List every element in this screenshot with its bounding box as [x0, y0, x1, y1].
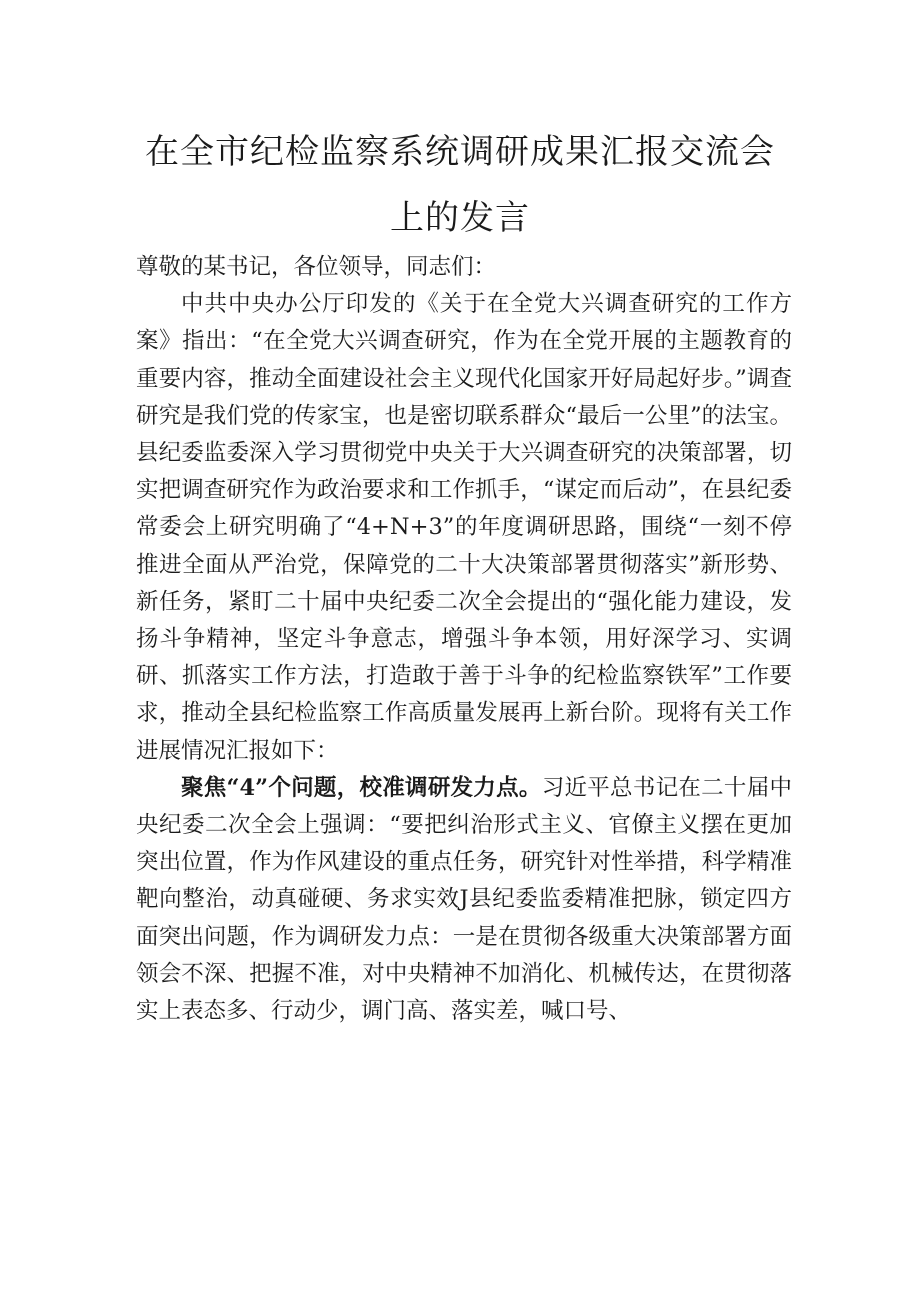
document-title-line-1: 在全市纪检监察系统调研成果汇报交流会 — [145, 132, 775, 172]
paragraph-heading: 聚焦“4”个问题，校准调研发力点。 — [181, 774, 542, 801]
paragraph-focus-issues — [136, 770, 792, 1030]
salutation: 尊敬的某书记，各位领导，同志们： — [136, 254, 497, 280]
paragraph-body: 习近平总书记在二十届中央纪委二次全会上强调：“要把纠治形式主义、官僚主义摆在更加突出位置，作为作风建设的重点任务，研究针对性举措，科学精准靶向整治，动真碰硬、务求实效J县纪委监委精准把脉，锁定四方面突出问题，作为调研发力点：一是在贯彻各级重大决策部署方面领会不深、把握不准，对中央精神不加消化、机械传达，在贯彻落实上表态多、行动少，调门高、落实差，喊口号、 — [136, 774, 792, 1025]
paragraph-intro: 中共中央办公厅印发的《关于在全党大兴调查研究的工作方案》指出：“在全党大兴调查研究，作为在全党开展的主题教育的重要内容，推动全面建设社会主义现代化国家开好局起好步。”调查研究是我们党的传家宝，也是密切联系群众“最后一公里”的法宝。县纪委监委深入学习贯彻党中央关于大兴调查研究的决策部署，切实把调查研究作为政治要求和工作抓手，“谋定而后动”，在县纪委常委会上研究明确了“4+N+3”的年度调研思路，围绕“一刻不停推进全面从严治党，保障党的二十大决策部署贯彻落实”新形势、新任务，紧盯二十届中央纪委二次全会提出的“强化能力建设，发扬斗争精神，坚定斗争意志，增强斗争本领，用好深学习、实调研、抓落实工作方法，打造敢于善于斗争的纪检监察铁军”工作要求，推动全县纪检监察工作高质量发展再上新台阶。现将有关工作进展情况汇报如下： — [136, 291, 792, 764]
document-body — [136, 249, 792, 1030]
document-title-line-2: 上的发言 — [390, 198, 530, 238]
